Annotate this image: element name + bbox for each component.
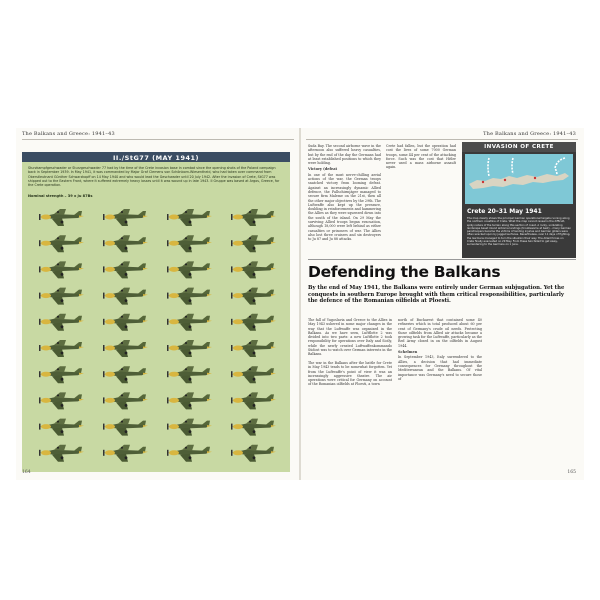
ju87-aircraft-icon [103, 419, 148, 436]
ju87-aircraft-icon [103, 392, 148, 409]
aircraft-grid [30, 204, 286, 466]
article-standfirst: By the end of May 1941, the Balkans were entirely under German subjugation. Yet the conquests in southern Europe brought with them critical responsibilities, particularly the defence of the Romanian oilfields at Ploesti. [308, 285, 565, 305]
ju87-aircraft-icon [39, 419, 84, 436]
ju87-aircraft-icon [39, 340, 84, 357]
ju87-aircraft-icon [231, 419, 276, 436]
panel-title: II./StG77 (MAY 1941) [113, 153, 199, 162]
ju87-aircraft-icon [167, 366, 212, 383]
infobox-title: INVASION OF CRETE [484, 144, 554, 150]
body-column-1 [308, 318, 392, 387]
ju87-aircraft-icon [103, 261, 148, 278]
ju87-aircraft-icon [39, 392, 84, 409]
headline-rule [308, 259, 576, 260]
book-spread [16, 128, 584, 480]
victory-subhead: Victory (defeat [308, 167, 338, 172]
page-number: 165 [567, 470, 576, 475]
unit-panel [22, 152, 290, 472]
ju87-aircraft-icon [103, 445, 148, 462]
ju87-aircraft-icon [231, 445, 276, 462]
right-page [300, 128, 584, 480]
body-paragraph: In September 1943, Italy surrendered to the Allies, a decision that had immediate consequences for Germany throughout the Mediterranean and the Balkans. Of vital importance was Germany's need to secure those of [398, 355, 482, 381]
running-head: The Balkans and Greece: 1941–43 [483, 131, 576, 137]
body-paragraph: The war in the Balkans after the battle for Crete in May 1943 tends to be somewhat forgotten. Yet from the Luftwaffe's point of view it was an increasingly aggressive theatre. The air operations were critical for Germany on account of the Romanian oilfields at Ploesti, a town [308, 360, 392, 387]
body-paragraph: north of Bucharest that contained some 40 refineries which in total produced about 60 per cent of Germany's crude oil needs. Protecting those oilfields from Allied air attacks became a growing task for the Luftwaffe, particularly as the Red Army closed in on the oilfields in August 1944. [398, 318, 482, 348]
ju87-aircraft-icon [103, 366, 148, 383]
header-rule [22, 139, 294, 140]
ju87-aircraft-icon [39, 288, 84, 305]
page-number: 164 [22, 470, 31, 475]
ju87-aircraft-icon [167, 261, 212, 278]
ju87-aircraft-icon [39, 235, 84, 252]
ju87-aircraft-icon [39, 314, 84, 331]
body-paragraph: The fall of Yugoslavia and Greece to the Allies in May 1943 ushered in some major changes in the way that the Luftwaffe was organized in the Balkans. As we have seen, Luftflotte 2 was divided into two parts: a new Luftflotte 2 took responsibility for operations over Italy and Sicily, while the newly created Luftwaffenkommando Südost was to watch over German interests in the Balkans. [308, 318, 392, 357]
ju87-aircraft-icon [231, 261, 276, 278]
ju87-aircraft-icon [167, 445, 212, 462]
ju87-aircraft-icon [231, 209, 276, 226]
ju87-aircraft-icon [167, 235, 212, 252]
article-headline: Defending the Balkans [308, 263, 501, 281]
ju87-aircraft-icon [231, 340, 276, 357]
aircraft-grid-svg [30, 204, 286, 466]
article-paragraph: In one of the most nerve-chilling aerial actions of the war, the German troops snatched victory from looming defeat. Against an increasingly dynamic Allied defence, the Fallschirmjäger managed to secure firm Maleme on the 21st, then all the other major objectives by the 29th. The Luftwaffe also kept up the pressure, doubling in reinforcements and hammering the Allies as they were squeezed down into the south of the island. On 29 May the surviving Allied troops began evacuation, although 18,000 were left behind as either casualties or prisoners of war. The Allies also lost three cruisers and six destroyers to Ju 87 and Ju 88 attacks. [308, 172, 381, 242]
ju87-aircraft-icon [167, 288, 212, 305]
ju87-aircraft-icon [39, 209, 84, 226]
ju87-aircraft-icon [167, 340, 212, 357]
header-rule [306, 139, 578, 140]
ju87-aircraft-icon [167, 209, 212, 226]
body-column-2 [398, 318, 482, 381]
objective-marker [482, 181, 484, 183]
invasion-of-crete-infobox [462, 142, 576, 258]
objective-marker [504, 179, 506, 181]
ju87-aircraft-icon [231, 314, 276, 331]
crete-map [465, 154, 573, 204]
ju87-aircraft-icon [231, 392, 276, 409]
article-paragraph: Suda Bay. The second airborne wave in the afternoon also suffered heavy casualties, but by the end of the day the Germans had at least established positions to which they were holding. [308, 144, 381, 166]
ju87-aircraft-icon [231, 235, 276, 252]
ju87-aircraft-icon [231, 288, 276, 305]
objective-marker [534, 177, 536, 179]
ju87-aircraft-icon [39, 261, 84, 278]
ju87-aircraft-icon [167, 392, 212, 409]
ju87-aircraft-icon [103, 209, 148, 226]
ju87-aircraft-icon [231, 366, 276, 383]
ju87-aircraft-icon [103, 314, 148, 331]
schelmen-subhead: Schelmen [398, 350, 418, 355]
map-caption-title: Crete 20–31 May 1941 [467, 208, 542, 215]
article-paragraph: Crete had fallen, but the operation had cost the lives of some 7000 German troops, some 44 per cent of the attacking force. Such was the cost that Hitler never used a mass airborne assault again. [386, 144, 456, 170]
left-page [16, 128, 300, 480]
article-column-2 [386, 144, 456, 170]
ju87-aircraft-icon [39, 366, 84, 383]
article-column-1 [308, 144, 381, 242]
ju87-aircraft-icon [103, 288, 148, 305]
running-head: The Balkans and Greece: 1941–43 [22, 131, 115, 137]
ju87-aircraft-icon [167, 419, 212, 436]
ju87-aircraft-icon [103, 340, 148, 357]
ju87-aircraft-icon [39, 445, 84, 462]
ju87-aircraft-icon [103, 235, 148, 252]
map-caption: The map clearly shows the principal German operational targets running along the northern coastline of Crete. What the map cannot reveal is the difficult, spiky nature of the terrain along this section of coast. A rocky, undulating landscape beset inland airborne landings (troublesome at best) – many German paratroopers became the victims of landing injuries and German gliders were often wrecked upon by jagged surfaces. Nevertheless, over 11 days of fighting, the Germans managed to turn the situation their way. The Allied forces on Crete finally evacuated on 29 May. From these two failed to get away, surrendering to the Germans on 1 June. [467, 217, 571, 247]
panel-intro-text: Sturzkampfgeschwader or Sturzgeschwader 77 had by the time of the Crete invasion base in combat since the opening shots of the Poland campaign back in September 1939. In May 1941, it was commanded by Major Graf Clemens von Schönborn-Wiesentheid, who had taken over command from Oberstleutnant Günther Schwarzkopff on 14 May 1940 and who would lead the Geschwader until 20 July 1942. After the invasion of Crete, StG77 was shipped out to the Eastern Front, where it suffered extremely heavy losses until it was wound up in late 1943. II Gruppe was based at Argos, Greece, for the Crete operation. [28, 166, 280, 188]
nominal-strength-label: Nominal strength – 39 x Ju 87Bs [28, 194, 93, 198]
ju87-aircraft-icon [167, 314, 212, 331]
